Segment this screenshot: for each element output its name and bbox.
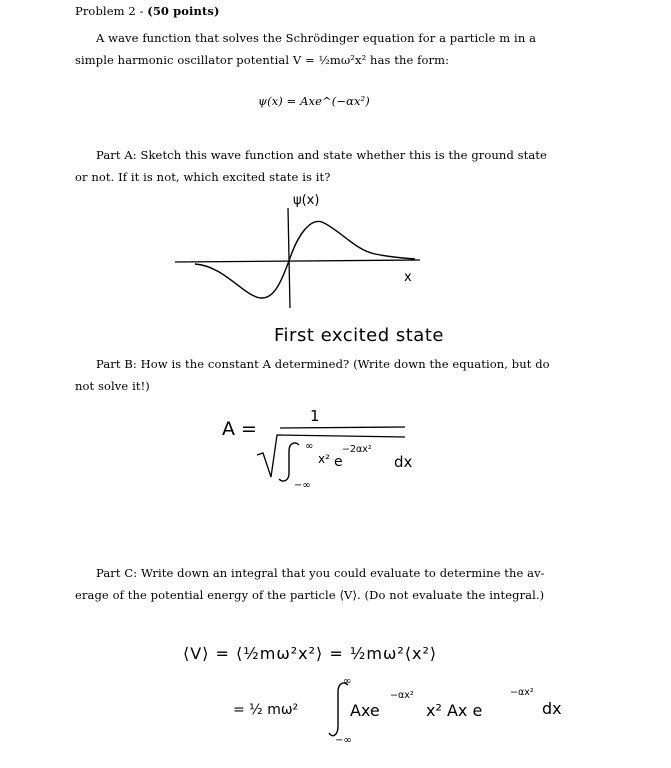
wavefunction-equation: ψ(x) = Axe^(−αx²) [258,94,370,108]
normalization-exp-base: e [334,454,343,470]
part-a-line-1: Part A: Sketch this wave function and state whether this is the ground state [96,148,547,162]
normalization-exponent: −2αx² [342,444,372,455]
intro-line-2: simple harmonic oscillator potential V = ½mω²x² has the form: [75,53,450,67]
expectation-exponent-2: −αx² [510,687,534,698]
expectation-upper-limit: ∞ [343,676,352,687]
intro-line-1: A wave function that solves the Schrödinger equation for a particle m in a [96,31,537,45]
sketch-plot [170,190,430,320]
normalization-lhs: A = [222,418,257,440]
expectation-row-2-prefix: = ½ mω² [233,702,299,718]
problem-title: Problem 2 - [75,4,148,18]
expectation-integral-sign [328,680,352,740]
normalization-lower-limit: −∞ [294,480,311,491]
sketch-x-axis [175,260,420,262]
sqrt-sign [257,435,405,477]
fraction-bar [280,427,405,428]
expectation-lower-limit: −∞ [335,735,352,746]
part-a-line-2: or not. If it is not, which excited state is it? [75,170,331,184]
expectation-exponent-1: −αx² [390,690,414,701]
expectation-integrand: Axe [350,701,380,720]
sketch-y-label: ψ(x) [293,193,320,208]
problem-header [75,0,220,22]
problem-points: (50 points) [147,4,220,18]
part-b-line-1: Part B: How is the constant A determined? (Write down the equation, but do [96,357,550,371]
part-a-answer: First excited state [274,325,444,346]
normalization-dx: dx [394,453,413,471]
part-b-line-2: not solve it!) [75,379,150,393]
sketch-x-label: x [404,270,412,285]
integral-curve [329,683,348,736]
expectation-row-1: ⟨V⟩ = ⟨½mω²x²⟩ = ½mω²⟨x²⟩ [183,644,438,663]
part-c-line-2: erage of the potential energy of the particle ⟨V⟩. (Do not evaluate the integral.) [75,588,545,602]
expectation-middle: x² Ax e [426,701,483,720]
normalization-upper-limit: ∞ [305,441,314,452]
normalization-numerator: 1 [310,407,320,425]
expectation-dx: dx [542,699,562,718]
normalization-x2: x² [318,452,330,466]
integral-sign [279,443,299,481]
part-c-line-1: Part C: Write down an integral that you could evaluate to determine the av- [96,566,545,580]
